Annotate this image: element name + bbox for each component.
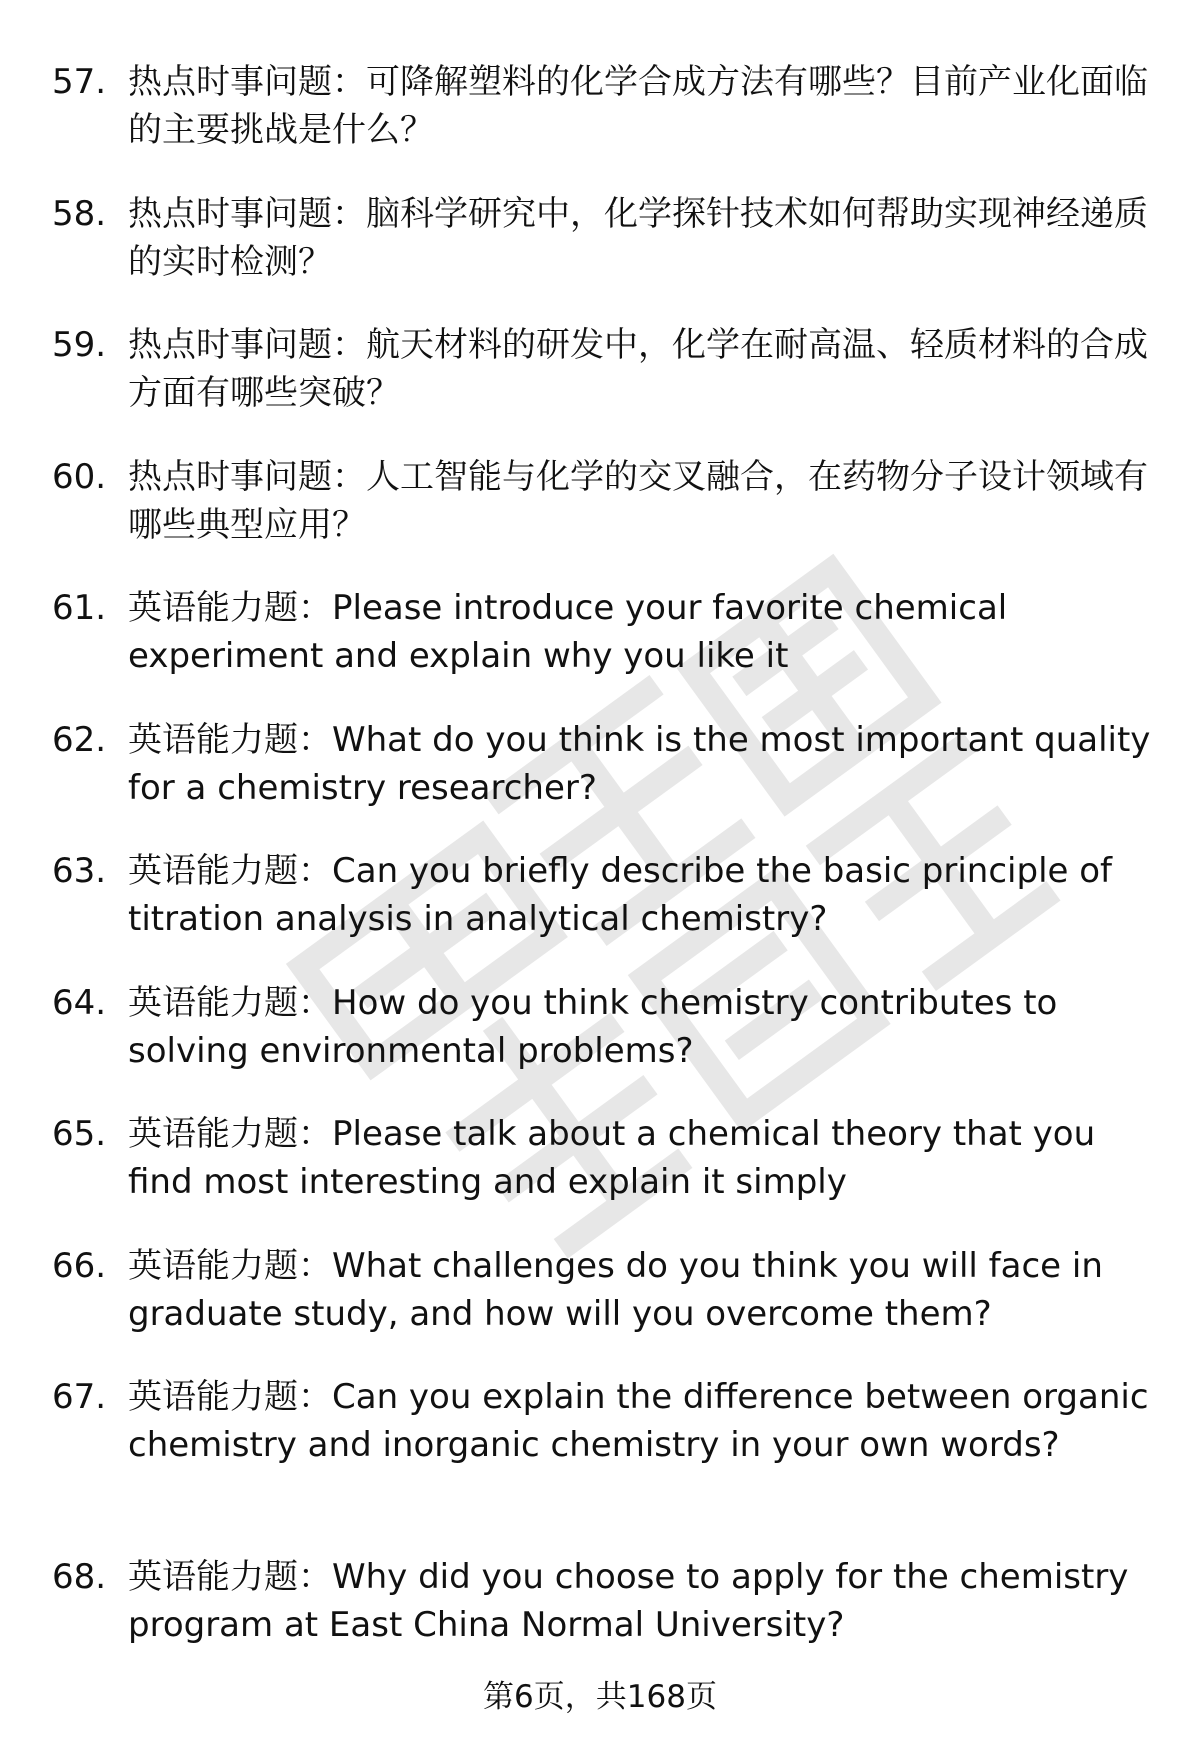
question-number: 68.	[52, 1557, 107, 1597]
question-item-57	[0, 58, 1200, 190]
question-text: 人工智能与化学的交叉融合，在药物分子设计领域有哪些典型应用？	[128, 456, 1148, 545]
question-item-63	[0, 847, 1200, 979]
question-text: 脑科学研究中，化学探针技术如何帮助实现神经递质的实时检测？	[128, 193, 1148, 282]
question-item-67	[0, 1373, 1200, 1553]
question-item-60	[0, 453, 1200, 585]
question-category: 英语能力题：	[128, 588, 332, 628]
question-text: Why did you choose to apply for the chemistry program at East China Normal University?	[128, 1557, 1129, 1645]
question-number: 66.	[52, 1245, 107, 1286]
question-content	[128, 453, 1152, 549]
question-content	[128, 584, 1152, 680]
question-text: 可降解塑料的化学合成方法有哪些？目前产业化面临的主要挑战是什么？	[128, 62, 1148, 150]
question-category: 热点时事问题：	[128, 193, 366, 234]
question-item-59	[0, 321, 1200, 453]
question-category: 英语能力题：	[128, 719, 332, 760]
question-text: How do you think chemistry contributes to solving environmental problems?	[128, 982, 1058, 1071]
question-category: 热点时事问题：	[128, 62, 366, 102]
question-content	[128, 1110, 1152, 1206]
question-category: 热点时事问题：	[128, 325, 366, 365]
question-number: 67.	[52, 1377, 107, 1417]
question-content	[128, 58, 1152, 154]
question-text: Please introduce your favorite chemical experiment and explain why you like it	[128, 588, 1008, 676]
question-number: 62.	[52, 719, 107, 760]
page-number: 第6页，共168页	[483, 1679, 717, 1715]
question-category: 英语能力题：	[128, 851, 332, 891]
question-text: Can you briefly describe the basic principle of titration analysis in analytical chemistry?	[128, 851, 1113, 939]
question-category: 英语能力题：	[128, 1557, 332, 1597]
question-content	[128, 847, 1152, 943]
question-number: 60.	[52, 456, 107, 497]
question-category: 英语能力题：	[128, 1245, 332, 1286]
question-content	[128, 1242, 1152, 1338]
question-text: What challenges do you think you will face in graduate study, and how will you overcome them?	[128, 1245, 1103, 1334]
question-text: Please talk about a chemical theory that you find most interesting and explain it simply	[128, 1114, 1096, 1202]
question-number: 64.	[52, 982, 107, 1023]
question-content	[128, 321, 1152, 417]
question-number: 58.	[52, 193, 107, 234]
question-item-65	[0, 1110, 1200, 1242]
question-content	[128, 716, 1152, 812]
question-category: 英语能力题：	[128, 1377, 332, 1417]
question-content	[128, 979, 1152, 1075]
question-number: 65.	[52, 1114, 107, 1154]
question-category: 英语能力题：	[128, 982, 332, 1023]
question-item-58	[0, 190, 1200, 322]
question-content	[128, 190, 1152, 286]
question-text: What do you think is the most important quality for a chemistry researcher?	[128, 719, 1151, 808]
question-text: 航天材料的研发中，化学在耐高温、轻质材料的合成方面有哪些突破？	[128, 325, 1148, 413]
question-item-62	[0, 716, 1200, 848]
question-item-61	[0, 584, 1200, 716]
question-number: 59.	[52, 325, 107, 365]
question-content	[128, 1373, 1152, 1469]
question-item-64	[0, 979, 1200, 1111]
question-category: 英语能力题：	[128, 1114, 332, 1154]
question-list	[0, 58, 1200, 1685]
question-category: 热点时事问题：	[128, 456, 366, 497]
question-number: 63.	[52, 851, 107, 891]
question-item-66	[0, 1242, 1200, 1374]
question-text: Can you explain the difference between organic chemistry and inorganic chemistry in your own words?	[128, 1377, 1149, 1465]
question-content	[128, 1553, 1152, 1649]
question-number: 61.	[52, 588, 107, 628]
question-item-68	[0, 1553, 1200, 1685]
question-number: 57.	[52, 62, 107, 102]
